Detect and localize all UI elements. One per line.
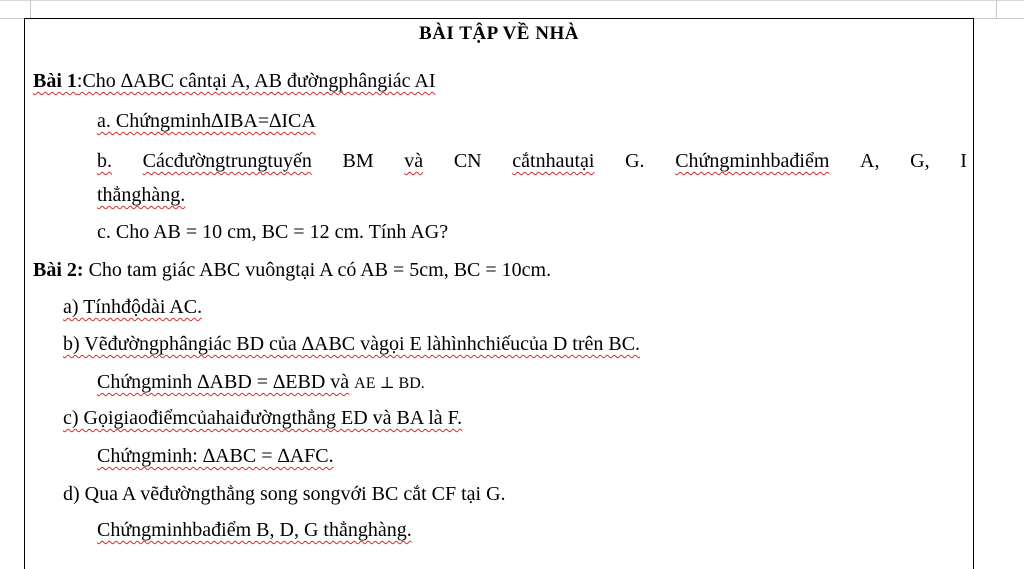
word: cắtnhautại <box>512 150 595 172</box>
margin-guide-left <box>0 18 24 19</box>
exercise-2-part-b-line1-text: b) Vẽđườngphângiác BD của ∆ABC vàgọi E làhìnhchiếucủa D trên BC. <box>63 333 641 355</box>
word: và <box>404 150 424 172</box>
exercise-1-part-b-line1 <box>97 149 967 173</box>
exercise-1-text: :Cho ∆ABC cântại A, AB đườngphângiác AI <box>76 70 436 92</box>
exercise-2-part-c-line2 <box>97 444 334 468</box>
exercise-1-part-a-text: a. Chứngminh∆IBA=∆ICA <box>97 110 316 132</box>
exercise-1-part-c-text: c. Cho AB = 10 cm, BC = 12 cm. Tính AG? <box>97 221 449 243</box>
document-page <box>24 18 974 569</box>
exercise-2-part-d-line2-text: Chứngminhbađiểm B, D, G thẳnghàng. <box>97 519 412 541</box>
word: b. <box>97 150 112 172</box>
exercise-1-part-b-line2 <box>97 183 185 207</box>
exercise-2-part-b-line2 <box>97 370 425 396</box>
exercise-1-part-a <box>97 109 316 133</box>
exercise-2-text: Cho tam giác ABC vuôngtại A có AB = 5cm, BC = 10cm. <box>83 259 552 281</box>
margin-guide-right <box>974 18 1024 19</box>
exercise-2-part-c-line1-text: c) Gọigiaođiểmcủahaiđườngthẳng ED và BA là F. <box>63 407 463 429</box>
exercise-2-part-b-line2-text: Chứngminh ∆ABD = ∆EBD và <box>97 371 350 393</box>
exercise-2-part-a-text: a) Tínhđộdài AC. <box>63 296 203 318</box>
word: G, <box>910 150 930 172</box>
exercise-2-part-c-line2-text: Chứngminh: ∆ABC = ∆AFC. <box>97 445 334 467</box>
exercise-1-part-b-line2-text: thẳnghàng. <box>97 184 186 206</box>
exercise-2-part-d-line2 <box>97 518 412 542</box>
word: I <box>960 150 967 172</box>
exercise-2-part-c-line1 <box>63 406 462 430</box>
exercise-2-part-b-line1 <box>63 332 640 356</box>
word: Chứngminhbađiểm <box>675 150 830 172</box>
exercise-1-label: Bài 1 <box>33 70 77 92</box>
ruler-guide-right <box>996 0 997 18</box>
word: A, <box>860 150 880 172</box>
word: BM <box>342 150 374 172</box>
exercise-2-statement <box>33 258 551 282</box>
exercise-2-label: Bài 2: <box>33 259 84 281</box>
exercise-2-part-b-line2-small: AE ⊥ BD. <box>354 375 425 392</box>
word: G. <box>625 150 645 172</box>
exercise-2-part-d-line1 <box>63 482 506 506</box>
exercise-1-part-c <box>97 220 448 244</box>
exercise-2-part-d-line1-text: d) Qua A vẽđườngthẳng song songvới BC cắt CF tại G. <box>63 483 506 505</box>
window-top-border <box>0 0 1024 1</box>
exercise-2-part-a <box>63 295 202 319</box>
page-title: BÀI TẬP VỀ NHÀ <box>419 23 579 44</box>
ruler-guide-left <box>30 0 31 18</box>
word: Cácđườngtrungtuyến <box>142 150 312 172</box>
word: CN <box>453 150 482 172</box>
exercise-1-statement <box>33 69 436 93</box>
